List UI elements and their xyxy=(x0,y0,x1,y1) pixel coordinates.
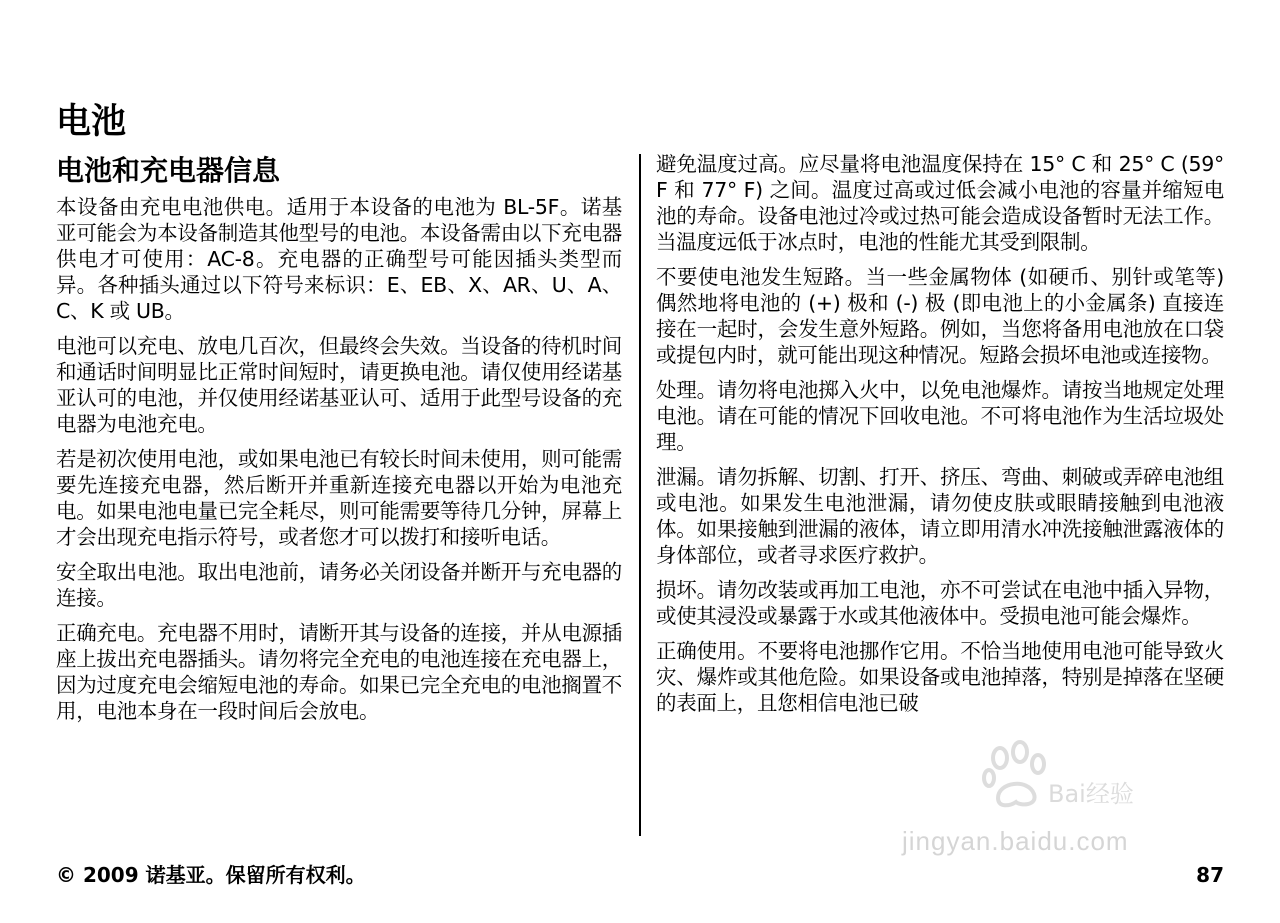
paragraph-correct-use: 正确使用。不要将电池挪作它用。不恰当地使用电池可能导致火灾、爆炸或其他危险。如果设备或电池掉落，特别是掉落在坚硬的表面上，且您相信电池已破 xyxy=(656,639,1224,715)
paragraph-first-use: 若是初次使用电池，或如果电池已有较长时间未使用，则可能需要先连接充电器，然后断开并重新连接充电器以开始为电池充电。如果电池电量已完全耗尽，则可能需要等待几分钟，屏幕上才会出现充电指示符号，或者您才可以拨打和接听电话。 xyxy=(56,447,622,549)
left-column xyxy=(56,194,622,733)
watermark-brand: Bai经验 xyxy=(1048,780,1134,808)
footer-copyright: © 2009 诺基亚。保留所有权利。 xyxy=(56,863,366,887)
column-divider xyxy=(639,154,641,836)
paragraph-safe-removal: 安全取出电池。取出电池前，请务必关闭设备并断开与充电器的连接。 xyxy=(56,560,622,610)
paragraph-disposal: 处理。请勿将电池掷入火中，以免电池爆炸。请按当地规定处理电池。请在可能的情况下回收电池。不可将电池作为生活垃圾处理。 xyxy=(656,378,1224,454)
paragraph-battery-life: 电池可以充电、放电几百次，但最终会失效。当设备的待机时间和通话时间明显比正常时间短时，请更换电池。请仅使用经诺基亚认可的电池，并仅使用经诺基亚认可、适用于此型号设备的充电器为电池充电。 xyxy=(56,334,622,436)
paragraph-damage: 损坏。请勿改装或再加工电池，亦不可尝试在电池中插入异物，或使其浸没或暴露于水或其他液体中。受损电池可能会爆炸。 xyxy=(656,578,1224,628)
page-title: 电池 xyxy=(56,102,127,142)
paragraph-correct-charging: 正确充电。充电器不用时，请断开其与设备的连接，并从电源插座上拔出充电器插头。请勿将完全充电的电池连接在充电器上，因为过度充电会缩短电池的寿命。如果已完全充电的电池搁置不用，电池本身在一段时间后会放电。 xyxy=(56,621,622,723)
watermark xyxy=(902,740,1212,860)
paragraph-short-circuit: 不要使电池发生短路。当一些金属物体 (如硬币、别针或笔等) 偶然地将电池的 (+) 极和 (-) 极 (即电池上的小金属条) 直接连接在一起时，会发生意外短路。例如，当您将备用电池放在口袋或提包内时，就可能出现这种情况。短路会损坏电池或连接物。 xyxy=(656,265,1224,367)
watermark-url: jingyan.baidu.com xyxy=(902,826,1129,856)
section-title: 电池和充电器信息 xyxy=(56,154,281,187)
paragraph-leakage: 泄漏。请勿拆解、切割、打开、挤压、弯曲、刺破或弄碎电池组或电池。如果发生电池泄漏，请勿使皮肤或眼睛接触到电池液体。如果接触到泄漏的液体，请立即用清水冲洗接触泄露液体的身体部位，或者寻求医疗救护。 xyxy=(656,465,1224,567)
page-number: 87 xyxy=(1196,863,1224,887)
paw-icon xyxy=(980,740,1054,814)
paragraph-temperature: 避免温度过高。应尽量将电池温度保持在 15° C 和 25° C (59° F 和 77° F) 之间。温度过高或过低会减小电池的容量并缩短电池的寿命。设备电池过冷或过热可能会造成设备暂时无法工作。当温度远低于冰点时，电池的性能尤其受到限制。 xyxy=(656,152,1224,254)
right-column xyxy=(656,151,1224,725)
paragraph-battery-intro: 本设备由充电电池供电。适用于本设备的电池为 BL-5F。诺基亚可能会为本设备制造其他型号的电池。本设备需由以下充电器供电才可使用：AC-8。充电器的正确型号可能因插头类型而异。各种插头通过以下符号来标识：E、EB、X、AR、U、A、C、K 或 UB。 xyxy=(56,195,622,323)
